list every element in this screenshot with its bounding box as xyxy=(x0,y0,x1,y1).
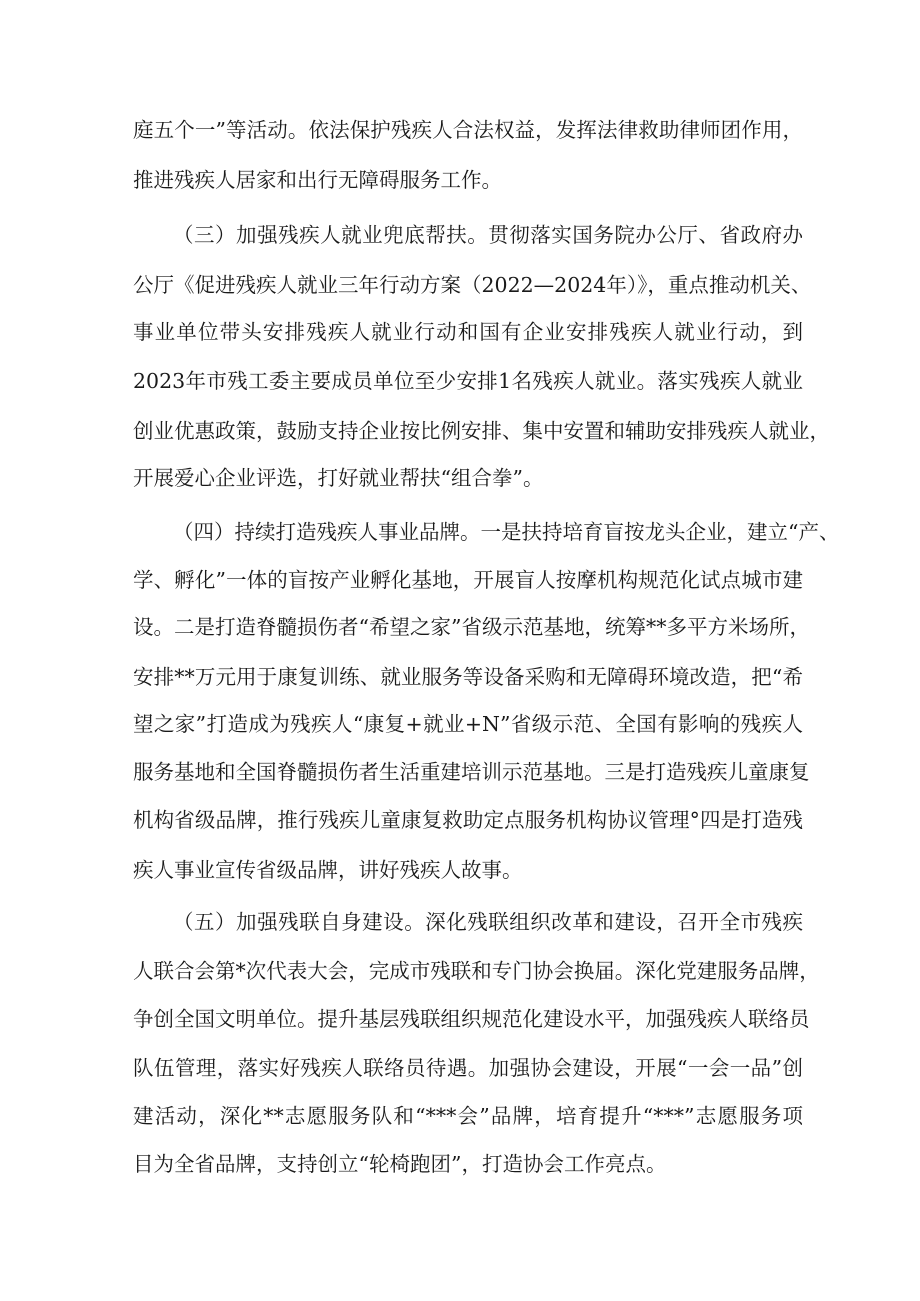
text-line: 机构省级品牌，推行残疾儿童康复救助定点服务机构协议管理°四是打造残 xyxy=(133,808,803,832)
text-line: 学、孵化”一体的盲按产业孵化基地，开展盲人按摩机构规范化试点城市建 xyxy=(133,568,803,592)
text-line: 人联合会第*次代表大会，完成市残联和专门协会换届。深化党建服务品牌， xyxy=(133,959,820,983)
text-line: 疾人事业宣传省级品牌，讲好残疾人故事。 xyxy=(133,858,523,882)
text-line: 事业单位带头安排残疾人就业行动和国有企业安排残疾人就业行动，到 xyxy=(133,320,803,344)
text-line: 公厅《促进残疾人就业三年行动方案（2022—2024年）》，重点推动机关、 xyxy=(133,273,812,297)
text-line: 庭五个一”等活动。依法保护残疾人合法权益，发挥法律救助律师团作用， xyxy=(133,118,803,142)
text-line: （四）持续打造残疾人事业品牌。一是扶持培育盲按龙头企业，建立“产、 xyxy=(173,520,840,544)
text-line: 推进残疾人居家和出行无障碍服务工作。 xyxy=(133,168,502,192)
text-line: （三）加强残疾人就业兜底帮扶。贯彻落实国务院办公厅、省政府办 xyxy=(173,223,803,247)
text-line: 创业优惠政策，鼓励支持企业按比例安排、集中安置和辅助安排残疾人就业， xyxy=(133,419,830,443)
text-line: 争创全国文明单位。提升基层残联组织规范化建设水平，加强残疾人联络员 xyxy=(133,1007,810,1031)
text-line: 服务基地和全国脊髓损伤者生活重建培训示范基地。三是打造残疾儿童康复 xyxy=(133,760,810,784)
text-line: 设。二是打造脊髓损伤者“希望之家”省级示范基地，统筹**多平方米场所， xyxy=(133,615,810,639)
text-line: 望之家”打造成为残疾人“康复+就业+N”省级示范、全国有影响的残疾人 xyxy=(133,712,803,736)
text-line: 队伍管理，落实好残疾人联络员待遇。加强协会建设，开展“一会一品”创 xyxy=(133,1056,803,1080)
text-line: 2023年市残工委主要成员单位至少安排1名残疾人就业。落实残疾人就业 xyxy=(133,369,803,393)
text-line: （五）加强残联自身建设。深化残联组织改革和建设，召开全市残疾 xyxy=(173,910,803,934)
text-line: 安排**万元用于康复训练、就业服务等设备采购和无障碍环境改造，把“希 xyxy=(133,665,803,689)
text-line: 目为全省品牌，支持创立“轮椅跑团”，打造协会工作亮点。 xyxy=(133,1152,667,1176)
text-line: 建活动，深化**志愿服务队和“***会”品牌，培育提升“***”志愿服务项 xyxy=(133,1104,803,1128)
text-line: 开展爱心企业评选，打好就业帮扶“组合拳”。 xyxy=(133,466,544,490)
